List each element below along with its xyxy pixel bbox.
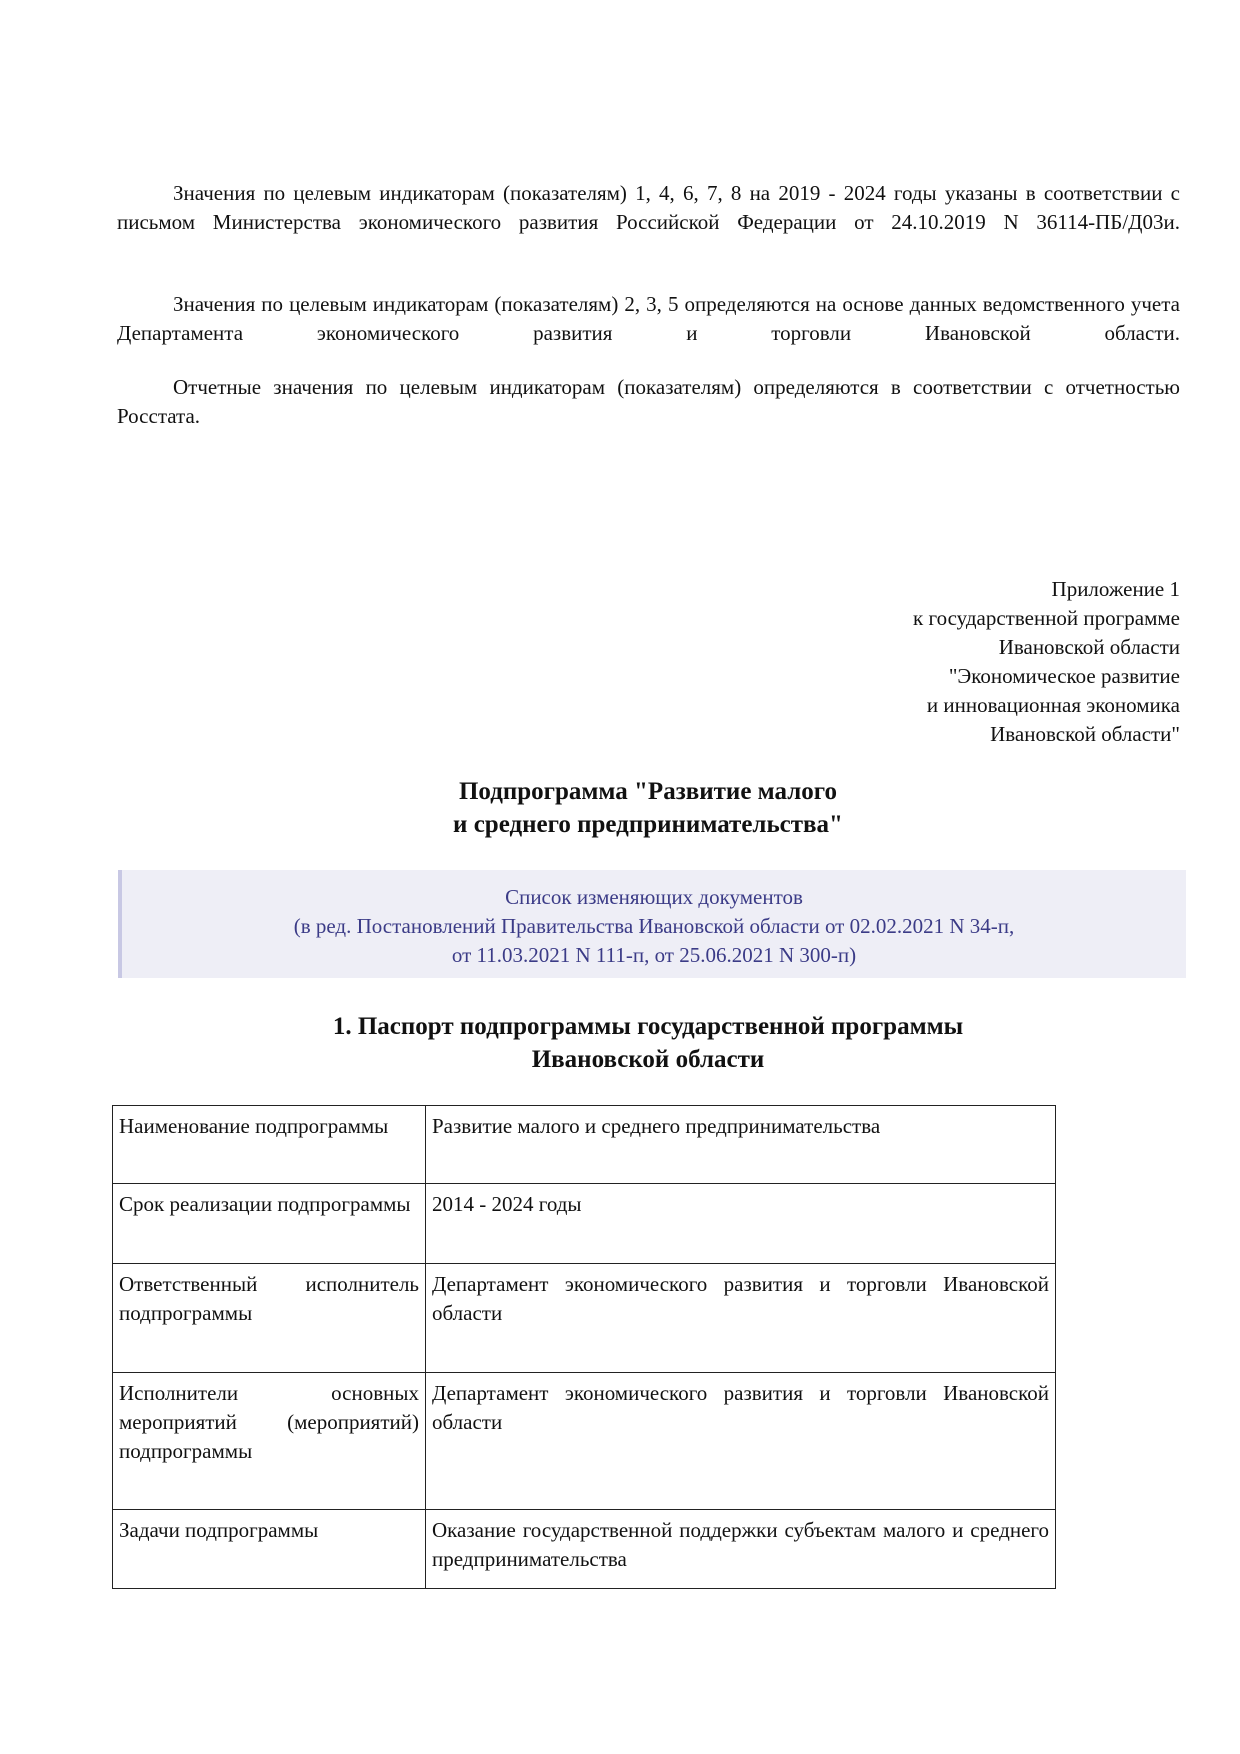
row-value: 2014 - 2024 годы <box>426 1184 1056 1264</box>
subprogram-title-line: Подпрограмма "Развитие малого <box>458 778 838 805</box>
changing-documents-box <box>118 870 1186 978</box>
changes-line: от 11.03.2021 N 111-п, от 25.06.2021 N 300-п) <box>451 943 857 967</box>
row-value: Департамент экономического развития и торговли Ивановской области <box>426 1373 1056 1510</box>
appendix-line: Ивановской области <box>998 635 1180 659</box>
table-row <box>113 1510 1056 1589</box>
appendix-line: Приложение 1 <box>1051 577 1180 601</box>
appendix-line: "Экономическое развитие <box>948 664 1180 688</box>
appendix-line: и инновационная экономика <box>926 693 1180 717</box>
row-label: Наименование подпрограммы <box>113 1106 426 1184</box>
section-title-line: Ивановской области <box>531 1046 765 1073</box>
section-title <box>0 1010 1240 1076</box>
subprogram-title <box>0 775 1240 841</box>
row-label: Ответственный исполнитель подпрограммы <box>113 1264 426 1373</box>
row-value: Департамент экономического развития и торговли Ивановской области <box>426 1264 1056 1373</box>
row-label: Задачи подпрограммы <box>113 1510 426 1589</box>
passport-table <box>112 1105 1056 1589</box>
row-label: Исполнители основных мероприятий (мероприятий) подпрограммы <box>113 1373 426 1510</box>
section-title-line: 1. Паспорт подпрограммы государственной программы <box>332 1013 964 1040</box>
appendix-line: к государственной программе <box>913 606 1180 630</box>
paragraph-indicators-department: Значения по целевым индикаторам (показателям) 2, 3, 5 определяются на основе данных ведомственного учета Департамента экономического развития и торговли Ивановской области. <box>117 292 1180 345</box>
table-row <box>113 1373 1056 1510</box>
subprogram-title-line: и среднего предпринимательства" <box>453 811 843 838</box>
row-value: Оказание государственной поддержки субъектам малого и среднего предпринимательства <box>426 1510 1056 1589</box>
paragraph-indicators-source: Значения по целевым индикаторам (показателям) 1, 4, 6, 7, 8 на 2019 - 2024 годы указаны в соответствии с письмом Министерства экономического развития Российской Федерации от 24.10.2019 N 36114-ПБ/Д03и. <box>117 181 1180 234</box>
row-value: Развитие малого и среднего предпринимательства <box>426 1106 1056 1184</box>
paragraph-reporting-values: Отчетные значения по целевым индикаторам (показателям) определяются в соответствии с отчетностью Росстата. <box>117 375 1180 428</box>
table-row <box>113 1184 1056 1264</box>
row-label: Срок реализации подпрограммы <box>113 1184 426 1264</box>
appendix-line: Ивановской области" <box>990 722 1180 746</box>
table-row <box>113 1264 1056 1373</box>
appendix-note <box>913 575 1180 749</box>
changes-line: (в ред. Постановлений Правительства Ивановской области от 02.02.2021 N 34-п, <box>293 914 1015 938</box>
changes-heading: Список изменяющих документов <box>505 885 803 909</box>
table-row <box>113 1106 1056 1184</box>
